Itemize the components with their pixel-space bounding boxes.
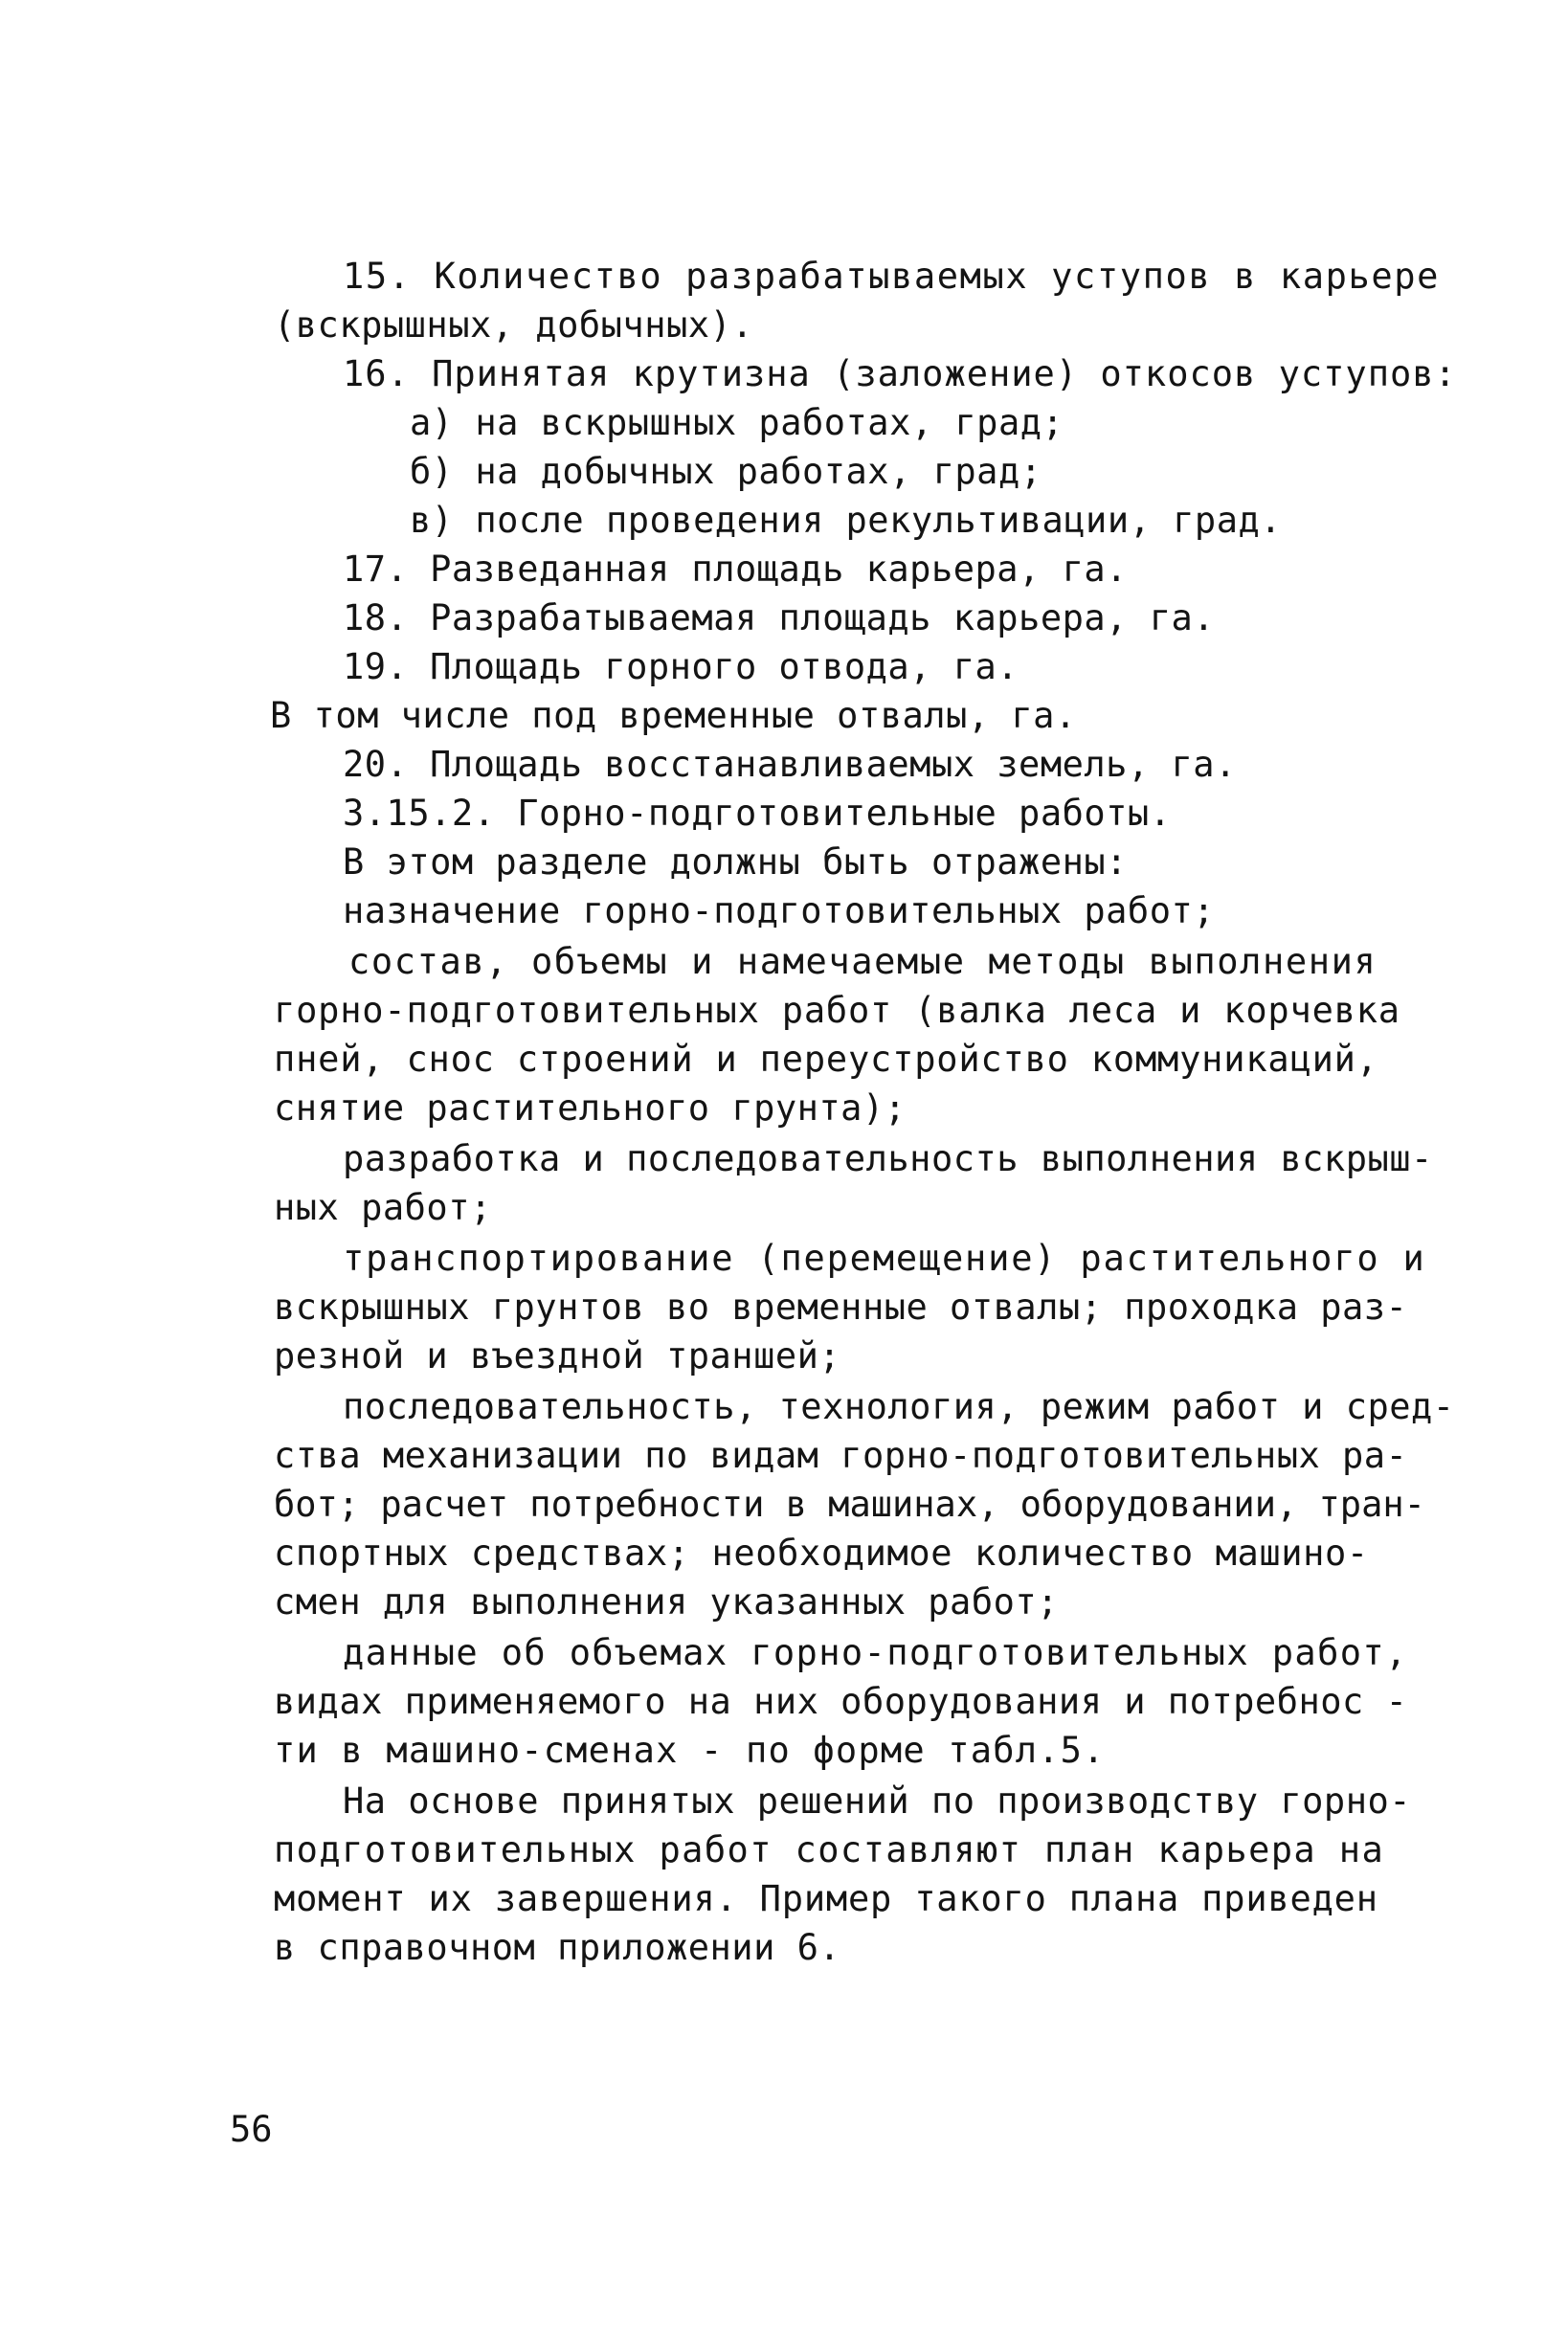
text-line: бот; расчет потребности в машинах, оборудовании, тран- [274, 1484, 1425, 1525]
text-line: 16. Принятая крутизна (заложение) откосов уступов: [343, 353, 1457, 394]
text-line: ти в машино-сменах - по форме табл.5. [274, 1730, 1106, 1771]
text-line: в справочном приложении 6. [274, 1927, 841, 1968]
text-line: смен для выполнения указанных работ; [274, 1581, 1059, 1623]
section-heading: 3.15.2. Горно-подготовительные работы. [343, 793, 1172, 834]
text-line: 20. Площадь восстанавливаемых земель, га. [343, 744, 1237, 785]
page-number: 56 [230, 2109, 273, 2150]
text-line: На основе принятых решений по производству горно- [343, 1780, 1412, 1822]
text-line: данные об объемах горно-подготовительных работ, [343, 1632, 1408, 1673]
text-line: разработка и последовательность выполнения вскрыш- [343, 1138, 1433, 1179]
text-line: последовательность, технология, режим работ и сред- [343, 1386, 1455, 1427]
text-line: момент их завершения. Пример такого плана приведен [274, 1878, 1378, 1919]
list-item: а) на вскрышных работах, град; [410, 402, 1064, 443]
text-line: вскрышных грунтов во временные отвалы; проходка раз- [274, 1287, 1408, 1328]
text-line: В том числе под временные отвалы, га. [270, 695, 1077, 736]
text-line: видах применяемого на них оборудования и потребнос - [274, 1681, 1408, 1722]
text-line: 17. Разведанная площадь карьера, га. [343, 549, 1128, 590]
text-line: транспортирование (перемещение) растительного и [343, 1238, 1426, 1279]
text-line: снятие растительного грунта); [274, 1087, 907, 1129]
text-line: 15. Количество разрабатываемых уступов в карьере [343, 256, 1441, 297]
text-line: (вскрышных, добычных). [274, 304, 754, 346]
text-line: 19. Площадь горного отвода, га. [343, 646, 1019, 687]
text-line: подготовительных работ составляют план карьера на [274, 1829, 1385, 1870]
text-line: ных работ; [274, 1187, 492, 1228]
text-line: ства механизации по видам горно-подготовительных ра- [274, 1435, 1408, 1476]
text-line: спортных средствах; необходимое количество машино- [274, 1533, 1369, 1574]
text-line: В этом разделе должны быть отражены: [343, 841, 1128, 883]
text-line: пней, снос строений и переустройство коммуникаций, [274, 1039, 1378, 1080]
text-line: резной и въездной траншей; [274, 1335, 841, 1377]
text-line: состав, объемы и намечаемые методы выполнения [348, 941, 1378, 982]
text-line: назначение горно-подготовительных работ; [343, 890, 1216, 931]
list-item: в) после проведения рекультивации, град. [410, 500, 1283, 541]
list-item: б) на добычных работах, град; [410, 451, 1042, 492]
text-line: 18. Разрабатываемая площадь карьера, га. [343, 597, 1216, 638]
text-line: горно-подготовительных работ (валка леса и корчевка [274, 990, 1400, 1031]
